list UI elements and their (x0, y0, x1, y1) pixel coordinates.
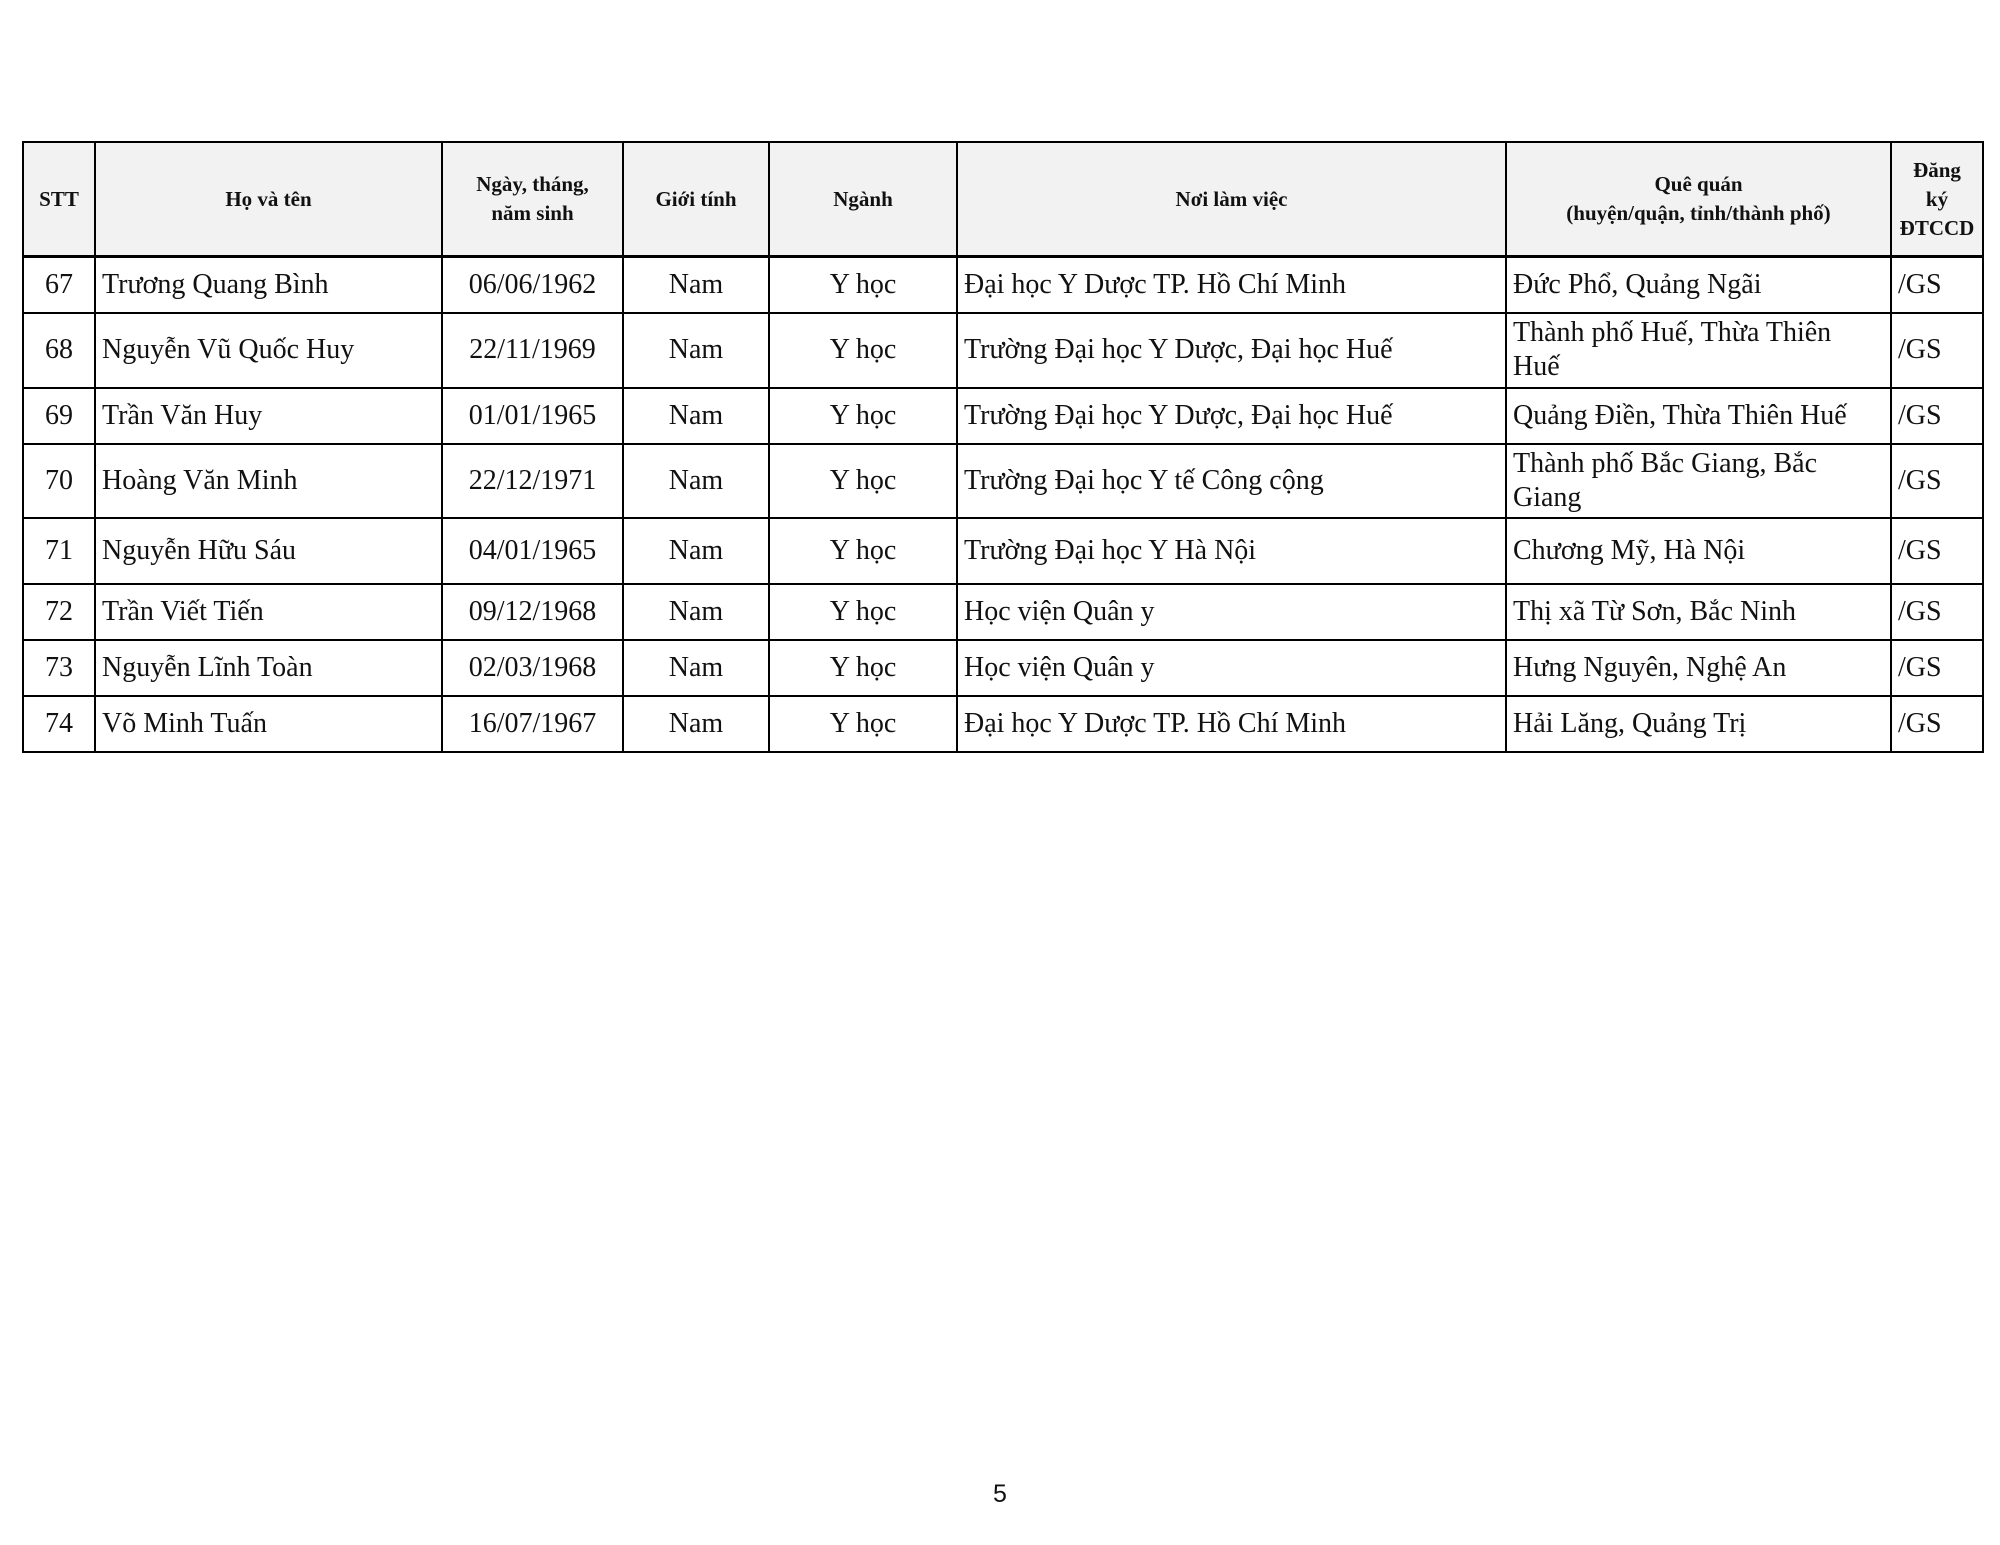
header-reg-line1: Đăng (1913, 157, 1961, 182)
cell-stt: 71 (23, 518, 95, 584)
cell-hometown: Hưng Nguyên, Nghệ An (1506, 640, 1891, 696)
cell-hometown: Quảng Điền, Thừa Thiên Huế (1506, 388, 1891, 444)
cell-registration: /GS (1891, 518, 1983, 584)
cell-field: Y học (769, 640, 957, 696)
cell-name: Trương Quang Bình (95, 257, 442, 313)
cell-stt: 72 (23, 584, 95, 640)
cell-workplace: Học viện Quân y (957, 640, 1506, 696)
table-row (23, 584, 1983, 640)
cell-name: Nguyễn Vũ Quốc Huy (95, 313, 442, 388)
cell-stt: 68 (23, 313, 95, 388)
cell-registration: /GS (1891, 313, 1983, 388)
cell-gender: Nam (623, 640, 769, 696)
cell-registration: /GS (1891, 257, 1983, 313)
cell-stt: 74 (23, 696, 95, 752)
cell-gender: Nam (623, 257, 769, 313)
header-field: Ngành (769, 142, 957, 257)
cell-stt: 69 (23, 388, 95, 444)
table-row (23, 518, 1983, 584)
cell-gender: Nam (623, 444, 769, 518)
cell-name: Trần Văn Huy (95, 388, 442, 444)
cell-name: Võ Minh Tuấn (95, 696, 442, 752)
cell-workplace: Trường Đại học Y tế Công cộng (957, 444, 1506, 518)
cell-name: Trần Viết Tiến (95, 584, 442, 640)
table-row (23, 257, 1983, 313)
header-hometown (1506, 142, 1891, 257)
cell-field: Y học (769, 257, 957, 313)
table-header-row (23, 142, 1983, 257)
cell-registration: /GS (1891, 444, 1983, 518)
cell-field: Y học (769, 584, 957, 640)
header-name: Họ và tên (95, 142, 442, 257)
cell-workplace: Trường Đại học Y Hà Nội (957, 518, 1506, 584)
cell-dob: 04/01/1965 (442, 518, 623, 584)
cell-hometown: Đức Phổ, Quảng Ngãi (1506, 257, 1891, 313)
cell-field: Y học (769, 313, 957, 388)
cell-workplace: Trường Đại học Y Dược, Đại học Huế (957, 313, 1506, 388)
cell-registration: /GS (1891, 640, 1983, 696)
cell-dob: 09/12/1968 (442, 584, 623, 640)
cell-gender: Nam (623, 313, 769, 388)
header-dob-line1: Ngày, tháng, (476, 172, 589, 196)
cell-hometown: Chương Mỹ, Hà Nội (1506, 518, 1891, 584)
cell-name: Nguyễn Hữu Sáu (95, 518, 442, 584)
header-hometown-line2: (huyện/quận, tỉnh/thành phố) (1566, 201, 1831, 225)
header-reg-line2: ký (1925, 186, 1949, 211)
candidate-table (22, 141, 1984, 753)
cell-hometown: Hải Lăng, Quảng Trị (1506, 696, 1891, 752)
header-registration (1891, 142, 1983, 257)
cell-registration: /GS (1891, 388, 1983, 444)
page-number: 5 (993, 1480, 1007, 1508)
cell-workplace: Trường Đại học Y Dược, Đại học Huế (957, 388, 1506, 444)
cell-dob: 16/07/1967 (442, 696, 623, 752)
header-hometown-line1: Quê quán (1654, 172, 1743, 196)
cell-workplace: Học viện Quân y (957, 584, 1506, 640)
cell-field: Y học (769, 444, 957, 518)
table-row (23, 444, 1983, 518)
cell-hometown: Thị xã Từ Sơn, Bắc Ninh (1506, 584, 1891, 640)
cell-name: Hoàng Văn Minh (95, 444, 442, 518)
cell-dob: 02/03/1968 (442, 640, 623, 696)
cell-hometown: Thành phố Bắc Giang, Bắc Giang (1506, 444, 1891, 518)
table-row (23, 696, 1983, 752)
cell-dob: 22/12/1971 (442, 444, 623, 518)
cell-name: Nguyễn Lĩnh Toàn (95, 640, 442, 696)
cell-workplace: Đại học Y Dược TP. Hồ Chí Minh (957, 696, 1506, 752)
header-stt: STT (23, 142, 95, 257)
cell-gender: Nam (623, 584, 769, 640)
cell-stt: 70 (23, 444, 95, 518)
cell-gender: Nam (623, 696, 769, 752)
cell-gender: Nam (623, 388, 769, 444)
header-dob (442, 142, 623, 257)
cell-field: Y học (769, 388, 957, 444)
cell-dob: 06/06/1962 (442, 257, 623, 313)
header-gender: Giới tính (623, 142, 769, 257)
cell-workplace: Đại học Y Dược TP. Hồ Chí Minh (957, 257, 1506, 313)
cell-dob: 22/11/1969 (442, 313, 623, 388)
table-row (23, 313, 1983, 388)
cell-registration: /GS (1891, 584, 1983, 640)
header-workplace: Nơi làm việc (957, 142, 1506, 257)
cell-hometown: Thành phố Huế, Thừa Thiên Huế (1506, 313, 1891, 388)
header-reg-line3: ĐTCCD (1899, 215, 1975, 240)
cell-field: Y học (769, 518, 957, 584)
cell-stt: 73 (23, 640, 95, 696)
cell-field: Y học (769, 696, 957, 752)
cell-stt: 67 (23, 257, 95, 313)
cell-gender: Nam (623, 518, 769, 584)
cell-dob: 01/01/1965 (442, 388, 623, 444)
header-dob-line2: năm sinh (491, 201, 574, 225)
table-row (23, 640, 1983, 696)
table-row (23, 388, 1983, 444)
cell-registration: /GS (1891, 696, 1983, 752)
